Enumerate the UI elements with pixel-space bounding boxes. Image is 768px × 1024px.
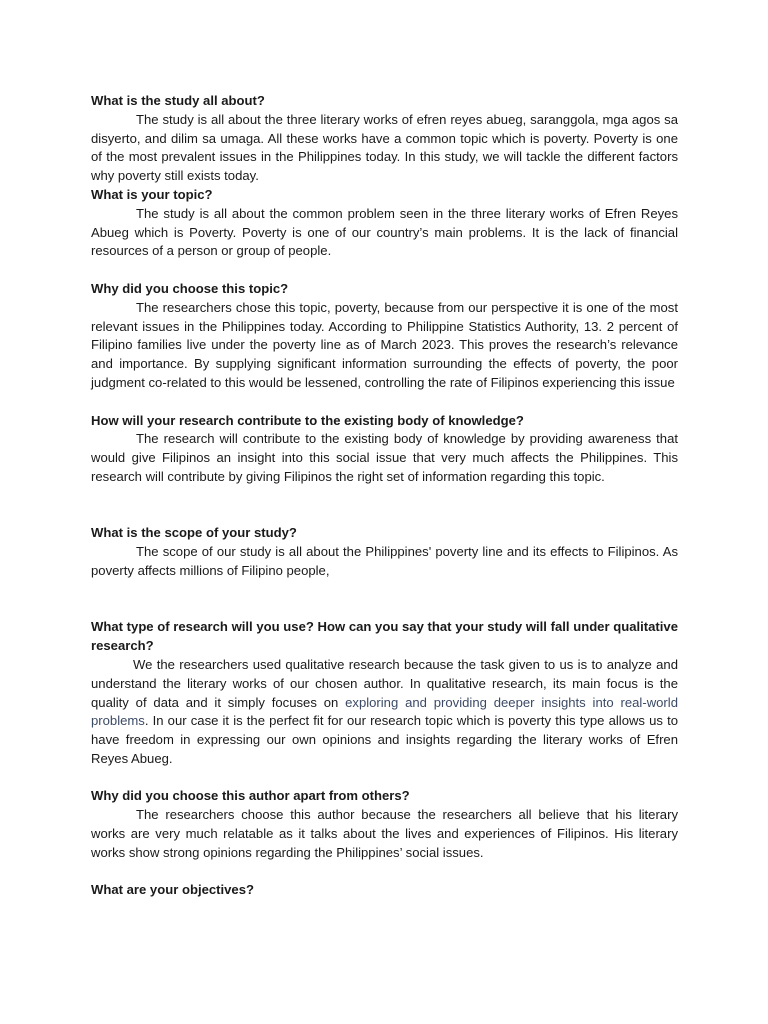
question-heading: Why did you choose this author apart from others?	[91, 788, 410, 804]
spacer	[91, 581, 678, 619]
question-heading: Why did you choose this topic?	[91, 280, 289, 296]
answer-paragraph: The researchers choose this author because the researchers all believe that his literary works are very much relatable as it talks about the lives and experiences of Filipinos. His literary works show strong opinions regarding the Philippines’ social issues.	[91, 807, 678, 860]
answer-paragraph	[91, 656, 678, 769]
answer-paragraph: The researchers chose this topic, poverty, because from our perspective it is one of the most relevant issues in the Philippines today. According to Philippine Statistics Authority, 13. 2 percent of Filipino families live under the poverty line as of March 2023. This proves the research’s relevance and importance. By supplying significant information surrounding the effects of poverty, the poor judgment co-related to this would be lessened, controlling the rate of Filipinos experiencing this issue	[91, 299, 678, 390]
answer-paragraph: The scope of our study is all about the Philippines' poverty line and its effects to Filipinos. As poverty affects millions of Filipino people,	[91, 544, 678, 578]
spacer	[91, 769, 678, 788]
answer-paragraph: The research will contribute to the existing body of knowledge by providing awareness that would give Filipinos an insight into this social issue that very much affects the Philippines. This research will contribute by giving Filipinos the right set of information regarding this topic.	[91, 431, 678, 484]
answer-text: We the researchers used qualitative research because the task given to us is to analyze and understand the literary works of our chosen author. In qualitative research, its main focus is the quality of data and it simply focuses on	[91, 656, 678, 710]
question-heading: What are your objectives?	[91, 882, 254, 898]
question-heading: What type of research will you use? How can you say that your study will fall under qualitative research?	[91, 619, 678, 654]
document-body	[91, 92, 678, 900]
question-heading: What is the scope of your study?	[91, 525, 297, 541]
spacer	[91, 487, 678, 525]
answer-paragraph: The study is all about the common problem seen in the three literary works of Efren Reyes Abueg which is Poverty. Poverty is one of our country’s main problems. It is the lack of financial resources of a person or group of people.	[91, 205, 678, 259]
spacer	[91, 393, 678, 412]
question-heading: What is the study all about?	[91, 93, 265, 108]
highlighted-phrase: exploring and providing deeper insights into real-world problems	[91, 694, 678, 729]
answer-paragraph: The study is all about the three literary works of efren reyes abueg, saranggola, mga agos sa disyerto, and dilim sa umaga. All these works have a common topic which is poverty. Poverty is one of the most prevalent issues in the Philippines today. In this study, we will tackle the different factors why poverty still exists today.	[91, 111, 678, 184]
answer-text: . In our case it is the perfect fit for our research topic which is poverty this type allows us to have freedom in expressing our own opinions and insights regarding the literary works of Efren Reyes Abueg.	[91, 713, 678, 766]
spacer	[91, 261, 678, 280]
question-heading: What is your topic?	[91, 186, 213, 202]
question-heading: How will your research contribute to the existing body of knowledge?	[91, 412, 524, 428]
spacer	[91, 863, 678, 882]
